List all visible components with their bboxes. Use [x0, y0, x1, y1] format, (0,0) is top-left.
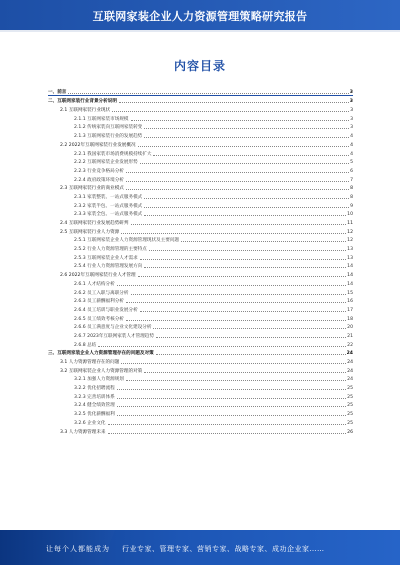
- toc-leader-dots: [156, 337, 346, 338]
- toc-entry-page: 9: [350, 203, 353, 209]
- toc-entry-label: 2.1.3 互联网家装行业的发展趋势: [74, 134, 143, 140]
- toc-entry-label: 3.2.6 企业文化: [74, 420, 106, 426]
- toc-entry-page: 5: [350, 160, 353, 166]
- toc-entry-label: 2.5.4 行业人力资源管理发展方向: [74, 264, 143, 270]
- toc-entry-label: 2.3.2 家装半包、一站式服务模式: [74, 203, 143, 209]
- toc-entry[interactable]: [48, 400, 353, 409]
- toc-entry[interactable]: [48, 235, 353, 244]
- toc-leader-dots: [153, 155, 349, 156]
- header-divider: [0, 30, 400, 32]
- toc-entry-label: 2.6.5 员工绩效考核分析: [74, 316, 124, 322]
- toc-entry[interactable]: [48, 322, 353, 331]
- toc-leader-dots: [140, 311, 346, 312]
- toc-entry-label: 2.2 2022年互联网家装行业发展概况: [60, 142, 136, 148]
- toc-entry[interactable]: [48, 408, 353, 417]
- toc-entry[interactable]: [48, 278, 353, 287]
- toc-entry-page: 3: [350, 125, 353, 131]
- toc-entry[interactable]: [48, 348, 353, 357]
- toc-entry-label: 三、互联网家装企业人力资源管理存在的问题及对策: [48, 351, 154, 357]
- toc-entry[interactable]: [48, 382, 353, 391]
- toc-entry-page: 12: [347, 238, 353, 244]
- toc-leader-dots: [131, 294, 347, 295]
- toc-entry-page: 18: [347, 316, 353, 322]
- toc-leader-dots: [144, 215, 346, 216]
- toc-entry-page: 13: [347, 255, 353, 261]
- toc-entry-label: 3.2.3 完善培训体系: [74, 394, 115, 400]
- toc-entry-label: 2.6 2022年互联网家装行业人才管理: [60, 273, 136, 279]
- toc-entry[interactable]: [48, 122, 353, 131]
- toc-entry-page: 3: [350, 116, 353, 122]
- toc-entry[interactable]: [48, 183, 353, 192]
- report-title: 互联网家装企业人力资源管理策略研究报告: [92, 10, 308, 23]
- toc-leader-dots: [144, 267, 346, 268]
- toc-leader-dots: [153, 328, 346, 329]
- toc-entry[interactable]: [48, 200, 353, 209]
- toc-entry-label: 2.3.1 家装整装、一站式服务模式: [74, 194, 143, 200]
- toc-entry[interactable]: [48, 287, 353, 296]
- toc-leader-dots: [112, 111, 349, 112]
- toc-entry-page: 26: [347, 429, 353, 435]
- toc-entry-label: 3.2.1 加强人力资源规划: [74, 377, 124, 383]
- toc-entry-page: 25: [347, 394, 353, 400]
- toc-entry-label: 3.2 互联网家装企业人力资源管理的对策: [60, 368, 143, 374]
- toc-entry[interactable]: [48, 426, 353, 435]
- toc-heading: 内容目录: [173, 59, 226, 73]
- toc-entry-label: 2.6.6 员工满意度与企业文化建设分析: [74, 325, 152, 331]
- toc-leader-dots: [138, 146, 349, 147]
- toc-entry[interactable]: [48, 261, 353, 270]
- toc-entry-page: 4: [350, 151, 353, 157]
- toc-leader-dots: [144, 207, 349, 208]
- toc-entry-page: 24: [346, 351, 353, 357]
- toc-entry-label: 3.2.2 优化招聘流程: [74, 386, 115, 392]
- toc-entry[interactable]: [48, 191, 353, 200]
- toc-entry-label: 2.6.1 人才结构分析: [74, 281, 115, 287]
- toc-leader-dots: [126, 320, 346, 321]
- toc-leader-dots: [108, 424, 347, 425]
- toc-entry-label: 3.2.5 优化薪酬福利: [74, 412, 115, 418]
- toc-leader-dots: [138, 276, 347, 277]
- toc-leader-dots: [126, 302, 346, 303]
- toc-entry-page: 8: [350, 186, 353, 192]
- toc-entry-label: 二、互联网家装行业背景分析说明: [48, 99, 117, 105]
- toc-leader-dots: [149, 250, 346, 251]
- footer-banner: [0, 530, 400, 565]
- toc-leader-dots: [181, 241, 346, 242]
- toc-entry[interactable]: [48, 209, 353, 218]
- toc-entry-label: 2.1.2 传统家装向互联网家装转变: [74, 125, 143, 131]
- toc-entry-page: 13: [347, 247, 353, 253]
- toc-entry[interactable]: [48, 374, 353, 383]
- toc-leader-dots: [126, 380, 346, 381]
- toc-entry-label: 2.5.2 行业人力资源管理的主要特点: [74, 247, 147, 253]
- toc-entry[interactable]: [48, 252, 353, 261]
- toc-entry-label: 一、前言: [48, 89, 67, 95]
- toc-entry-page: 3: [349, 89, 353, 95]
- toc-leader-dots: [140, 259, 346, 260]
- toc-entry-label: 2.3 互联网家装行业的商业模式: [60, 186, 124, 192]
- toc-entry[interactable]: [48, 148, 353, 157]
- footer-slogan-left: 让每个人都能成为: [46, 545, 110, 553]
- toc-leader-dots: [117, 398, 346, 399]
- toc-entry[interactable]: [48, 157, 353, 166]
- toc-entry[interactable]: [48, 243, 353, 252]
- toc-leader-dots: [144, 137, 349, 138]
- toc-entry[interactable]: [48, 269, 353, 278]
- toc-entry[interactable]: [48, 217, 353, 226]
- toc-leader-dots: [126, 172, 349, 173]
- toc-entry[interactable]: [48, 130, 353, 139]
- toc-leader-dots: [131, 120, 350, 121]
- toc-entry-page: 20: [347, 325, 353, 331]
- table-of-contents: [48, 86, 353, 435]
- toc-entry[interactable]: [48, 165, 353, 174]
- toc-entry-label: 2.2.3 行业竞争格局分析: [74, 168, 124, 174]
- toc-entry-label: 2.5.1 互联网家装企业人力资源管理现状及主要问题: [74, 238, 180, 244]
- toc-entry-label: 3.2.4 健全绩效管理: [74, 403, 115, 409]
- toc-entry-label: 2.6.8 总结: [74, 342, 97, 348]
- toc-entry-page: 25: [347, 412, 353, 418]
- toc-entry-page: 16: [347, 299, 353, 305]
- toc-entry[interactable]: [48, 356, 353, 365]
- toc-leader-dots: [121, 363, 346, 364]
- toc-entry[interactable]: [48, 391, 353, 400]
- toc-entry-page: 25: [347, 420, 353, 426]
- toc-entry-page: 6: [350, 168, 353, 174]
- toc-entry-label: 2.6.3 员工薪酬福利分析: [74, 299, 124, 305]
- toc-leader-dots: [156, 354, 346, 355]
- toc-entry-page: 24: [347, 368, 353, 374]
- toc-entry-page: 12: [347, 229, 353, 235]
- toc-entry[interactable]: [48, 104, 353, 113]
- toc-entry[interactable]: [48, 226, 353, 235]
- toc-entry-page: 11: [347, 221, 353, 226]
- toc-entry[interactable]: [48, 339, 353, 348]
- toc-leader-dots: [144, 372, 346, 373]
- toc-leader-dots: [121, 233, 346, 234]
- toc-entry[interactable]: [48, 304, 353, 313]
- toc-entry-page: 10: [347, 212, 353, 218]
- toc-entry-label: 2.4 互联网家装行业发展趋势研判: [60, 221, 129, 226]
- toc-entry[interactable]: [48, 139, 353, 148]
- toc-entry-label: 3.1 人力资源管理存在的问题: [60, 360, 120, 365]
- toc-leader-dots: [117, 285, 346, 286]
- toc-leader-dots: [131, 224, 347, 225]
- toc-leader-dots: [126, 181, 349, 182]
- toc-entry-label: 3.3 人力资源管理未来: [60, 429, 106, 435]
- toc-entry-page: 17: [347, 307, 353, 313]
- toc-entry-label: 2.5.3 互联网家装企业人才需求: [74, 255, 138, 261]
- toc-entry-page: 14: [347, 264, 353, 270]
- toc-leader-dots: [117, 389, 346, 390]
- toc-entry-page: 3: [349, 99, 353, 105]
- toc-entry-page: 7: [350, 177, 353, 183]
- toc-leader-dots: [98, 346, 346, 347]
- toc-entry-label: 2.3.3 家装全包、一站式服务模式: [74, 212, 143, 218]
- toc-entry-page: 15: [347, 290, 353, 296]
- toc-entry-page: 14: [347, 281, 353, 287]
- toc-leader-dots: [68, 93, 348, 94]
- toc-entry-label: 2.6.2 员工入职与离职分析: [74, 290, 129, 296]
- toc-leader-dots: [108, 433, 347, 434]
- toc-entry-label: 2.1 互联网家装行业现状: [60, 108, 111, 114]
- toc-entry-page: 24: [347, 377, 353, 383]
- toc-entry-page: 14: [347, 273, 353, 279]
- toc-entry-page: 4: [350, 134, 353, 140]
- toc-leader-dots: [119, 102, 349, 103]
- toc-leader-dots: [117, 406, 346, 407]
- toc-entry[interactable]: [48, 365, 353, 374]
- toc-entry[interactable]: [48, 296, 353, 305]
- toc-leader-dots: [144, 198, 349, 199]
- toc-entry[interactable]: [48, 113, 353, 122]
- toc-entry-page: 25: [347, 403, 353, 409]
- toc-entry-page: 21: [347, 333, 353, 339]
- toc-entry-page: 24: [347, 360, 353, 365]
- toc-entry[interactable]: [48, 417, 353, 426]
- toc-entry-label: 2.2.1 我国家装市场消费规模持续扩大: [74, 151, 152, 157]
- toc-entry-page: 22: [347, 342, 353, 348]
- toc-leader-dots: [126, 189, 349, 190]
- footer-slogan-right: 行业专家、管理专家、营销专家、战略专家、成功企业家……: [122, 545, 325, 553]
- toc-entry-label: 2.2.4 政府政策环境分析: [74, 177, 124, 183]
- toc-leader-dots: [140, 163, 349, 164]
- toc-entry-label: 2.5 互联网家装行业人力资源: [60, 229, 120, 235]
- toc-entry-label: 2.6.7 2023年互联网家装人才管理趋势: [74, 333, 154, 339]
- toc-entry-page: 3: [350, 108, 353, 114]
- toc-entry[interactable]: [48, 174, 353, 183]
- toc-entry[interactable]: [48, 96, 353, 105]
- toc-leader-dots: [144, 128, 349, 129]
- toc-entry[interactable]: [48, 313, 353, 322]
- toc-entry-label: 2.2.2 互联网家装企业发展形势: [74, 160, 138, 166]
- toc-entry-label: 2.6.4 员工培训与职业发展分析: [74, 307, 138, 313]
- toc-entry-page: 8: [350, 194, 353, 200]
- toc-entry-page: 4: [350, 142, 353, 148]
- toc-entry[interactable]: [48, 330, 353, 339]
- toc-entry-page: 25: [347, 386, 353, 392]
- toc-entry[interactable]: [48, 86, 353, 96]
- toc-leader-dots: [117, 415, 346, 416]
- toc-entry-label: 2.1.1 互联网家装市场规模: [74, 116, 129, 122]
